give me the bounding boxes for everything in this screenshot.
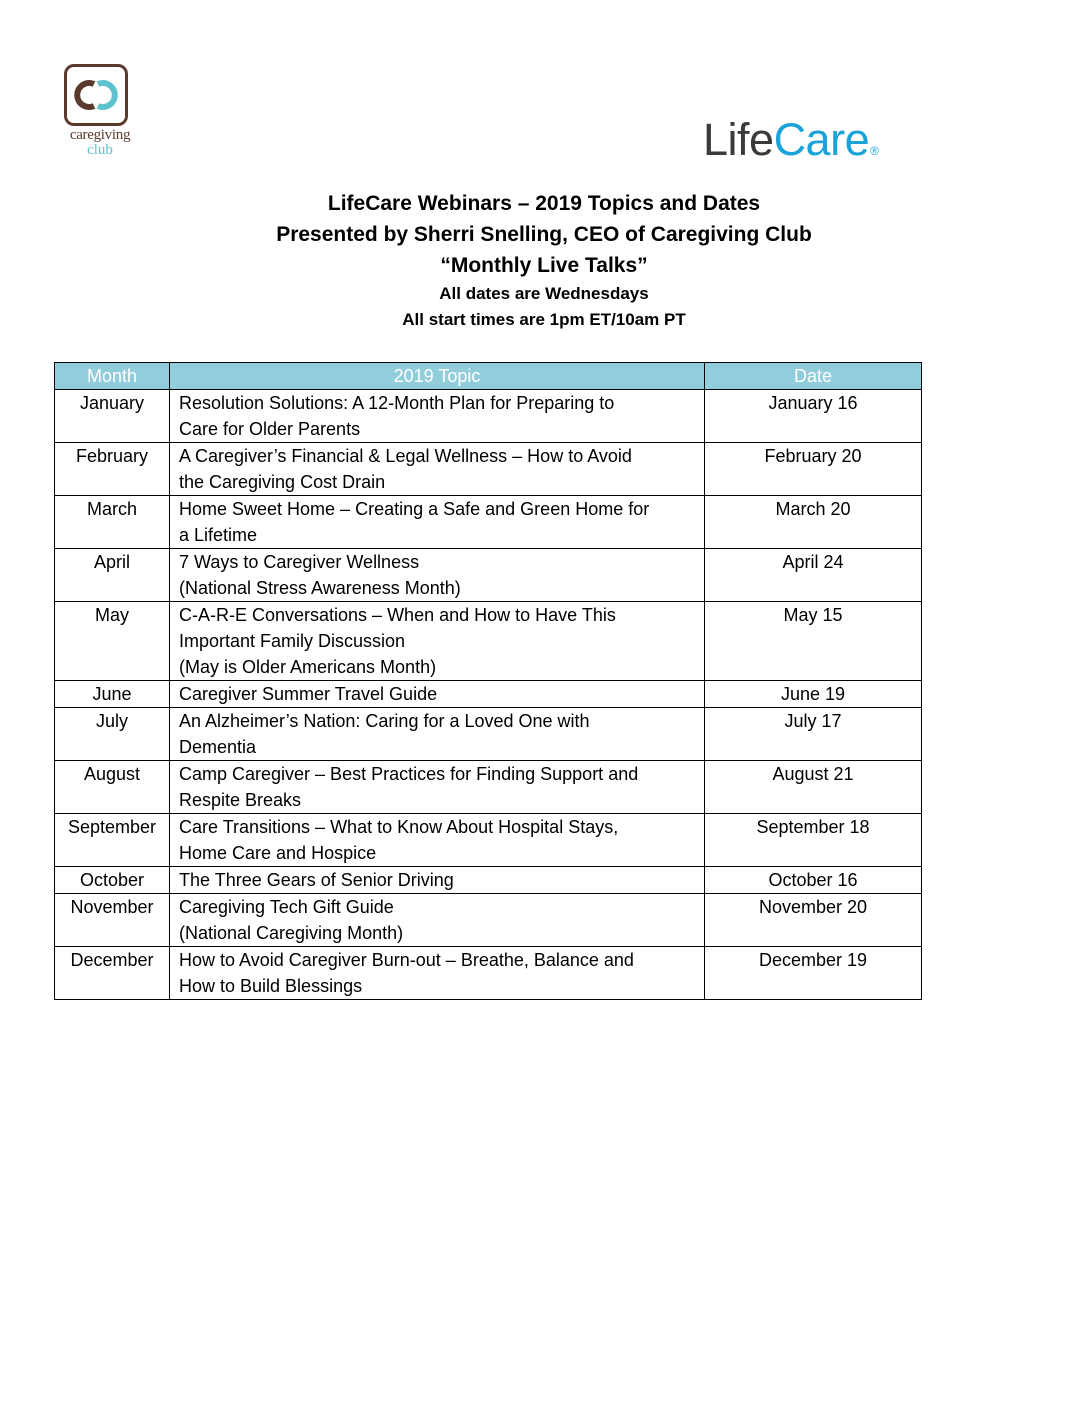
table-row [55,708,922,761]
lifecare-logo [703,114,878,166]
date-cell: September 18 [705,814,922,867]
series-subtitle: “Monthly Live Talks” [440,254,648,277]
document-title: LifeCare Webinars – 2019 Topics and Dates [327,192,761,215]
date-cell: July 17 [705,708,922,761]
topic-line: Home Sweet Home – Creating a Safe and Green Home for [179,499,650,519]
topic-cell [170,867,705,894]
column-header-date: Date [705,363,922,390]
topic-line: a Lifetime [179,525,258,545]
cc-logo-word-club: club [87,142,113,158]
month-cell: August [55,761,170,814]
table-row [55,814,922,867]
column-header-topic: 2019 Topic [170,363,705,390]
topic-cell [170,894,705,947]
table-row [55,549,922,602]
table-row [55,602,922,681]
month-cell: March [55,496,170,549]
webinar-schedule-table [54,362,922,1000]
topic-line: C-A-R-E Conversations – When and How to Have This [179,605,616,625]
cc-logo-word-caregiving: caregiving [69,127,131,143]
times-note: All start times are 1pm ET/10am PT [402,310,686,329]
date-cell: August 21 [705,761,922,814]
table-header-row [55,363,922,390]
topic-line: Care Transitions – What to Know About Hospital Stays, [179,817,619,837]
topic-line: Home Care and Hospice [179,843,377,863]
date-cell: April 24 [705,549,922,602]
topic-cell [170,681,705,708]
cc-logo-mark [64,64,128,126]
topic-cell [170,443,705,496]
month-cell: December [55,947,170,1000]
month-cell: November [55,894,170,947]
topic-cell [170,496,705,549]
date-cell: January 16 [705,390,922,443]
month-cell: September [55,814,170,867]
date-cell: November 20 [705,894,922,947]
table-row [55,443,922,496]
cc-letters-icon [67,67,125,123]
month-cell: January [55,390,170,443]
topic-cell [170,549,705,602]
table-row [55,894,922,947]
table-row [55,761,922,814]
table-row [55,496,922,549]
topic-line: Important Family Discussion [179,631,406,651]
topic-line: Dementia [179,737,257,757]
registered-mark-icon: ® [870,144,879,158]
topic-cell [170,708,705,761]
table-row [55,681,922,708]
topic-line: Caregiving Tech Gift Guide [179,897,394,917]
topic-line: Camp Caregiver – Best Practices for Finding Support and [179,764,639,784]
column-header-month: Month [55,363,170,390]
date-cell: March 20 [705,496,922,549]
month-cell: June [55,681,170,708]
topic-line: A Caregiver’s Financial & Legal Wellness – How to Avoid [179,446,632,466]
month-cell: February [55,443,170,496]
month-cell: April [55,549,170,602]
topic-cell [170,390,705,443]
presenter-line: Presented by Sherri Snelling, CEO of Caregiving Club [276,223,812,246]
topic-line: (May is Older Americans Month) [179,657,437,677]
topic-line: An Alzheimer’s Nation: Caring for a Loved One with [179,711,590,731]
topic-cell [170,602,705,681]
lifecare-logo-life: Life [703,114,774,165]
table-row [55,867,922,894]
date-cell: December 19 [705,947,922,1000]
dates-note: All dates are Wednesdays [439,284,649,303]
table-row [55,947,922,1000]
date-cell: June 19 [705,681,922,708]
topic-line: The Three Gears of Senior Driving [179,870,454,890]
topic-cell [170,947,705,1000]
month-cell: October [55,867,170,894]
topic-cell [170,761,705,814]
topic-line: Caregiver Summer Travel Guide [179,684,438,704]
date-cell: February 20 [705,443,922,496]
table-row [55,390,922,443]
topic-line: 7 Ways to Caregiver Wellness [179,552,420,572]
topic-line: Respite Breaks [179,790,302,810]
caregiving-club-logo [60,62,140,162]
topic-cell [170,814,705,867]
topic-line: How to Avoid Caregiver Burn-out – Breathe, Balance and [179,950,634,970]
topic-line: Care for Older Parents [179,419,361,439]
date-cell: October 16 [705,867,922,894]
month-cell: July [55,708,170,761]
topic-line: the Caregiving Cost Drain [179,472,386,492]
topic-line: Resolution Solutions: A 12-Month Plan for Preparing to [179,393,615,413]
topic-line: (National Stress Awareness Month) [179,578,461,598]
topic-line: (National Caregiving Month) [179,923,404,943]
date-cell: May 15 [705,602,922,681]
month-cell: May [55,602,170,681]
lifecare-logo-care: Care [773,114,870,165]
topic-line: How to Build Blessings [179,976,363,996]
